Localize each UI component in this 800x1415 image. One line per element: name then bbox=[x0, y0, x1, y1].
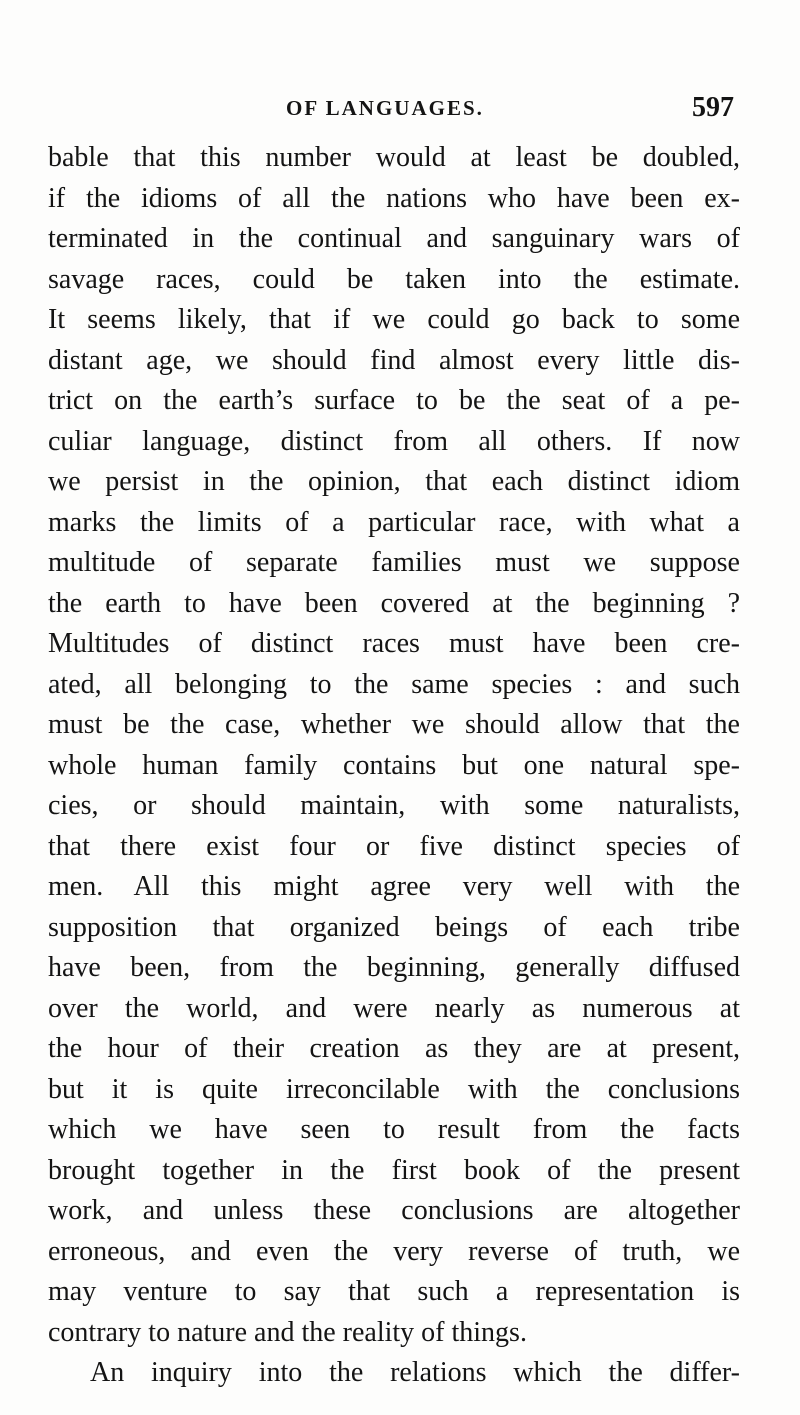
text-line: brought together in the first book of the present bbox=[48, 1154, 740, 1186]
text-line: whole human family contains but one natural spe- bbox=[48, 749, 740, 781]
text-line: distant age, we should find almost every little dis- bbox=[48, 344, 740, 376]
text-line: which we have seen to result from the facts bbox=[48, 1114, 740, 1145]
text-line: supposition that organized beings of each tribe bbox=[48, 911, 740, 943]
text-line: over the world, and were nearly as numerous at bbox=[48, 992, 740, 1024]
text-line: It seems likely, that if we could go back to some bbox=[48, 304, 740, 335]
text-line: multitude of separate families must we suppose bbox=[48, 547, 740, 578]
text-line: marks the limits of a particular race, with what a bbox=[48, 506, 740, 538]
text-line: but it is quite irreconcilable with the conclusions bbox=[48, 1073, 740, 1105]
text-line: work, and unless these conclusions are altogether bbox=[48, 1195, 740, 1226]
text-line: may venture to say that such a representation is bbox=[48, 1276, 740, 1307]
text-line: if the idioms of all the nations who have been ex- bbox=[48, 182, 740, 214]
text-line: ated, all belonging to the same species : and such bbox=[48, 668, 740, 700]
text-line: erroneous, and even the very reverse of truth, we bbox=[48, 1235, 740, 1267]
running-head bbox=[48, 92, 738, 132]
running-title: OF LANGUAGES. bbox=[286, 96, 484, 120]
text-line: that there exist four or five distinct species of bbox=[48, 830, 740, 862]
text-line: savage races, could be taken into the estimate. bbox=[48, 263, 740, 295]
text-line: men. All this might agree very well with the bbox=[48, 871, 740, 902]
text-line: Multitudes of distinct races must have been cre- bbox=[48, 628, 740, 659]
text-line: trict on the earth’s surface to be the seat of a pe- bbox=[48, 385, 740, 416]
text-line: terminated in the continual and sanguinary wars of bbox=[48, 223, 740, 254]
page-number: 597 bbox=[692, 92, 734, 123]
text-line: An inquiry into the relations which the differ- bbox=[90, 1357, 740, 1388]
text-line: the earth to have been covered at the beginning ? bbox=[48, 587, 740, 619]
text-line: bable that this number would at least be doubled, bbox=[48, 142, 740, 173]
text-line: culiar language, distinct from all others. If now bbox=[48, 425, 740, 457]
body-text bbox=[48, 138, 740, 1394]
text-line: must be the case, whether we should allow that the bbox=[48, 709, 740, 740]
text-line: have been, from the beginning, generally diffused bbox=[48, 952, 740, 983]
text-line: we persist in the opinion, that each distinct idiom bbox=[48, 466, 740, 497]
text-line: the hour of their creation as they are at present, bbox=[48, 1033, 740, 1064]
text-line: cies, or should maintain, with some naturalists, bbox=[48, 790, 740, 821]
text-line: contrary to nature and the reality of things. bbox=[48, 1316, 527, 1348]
